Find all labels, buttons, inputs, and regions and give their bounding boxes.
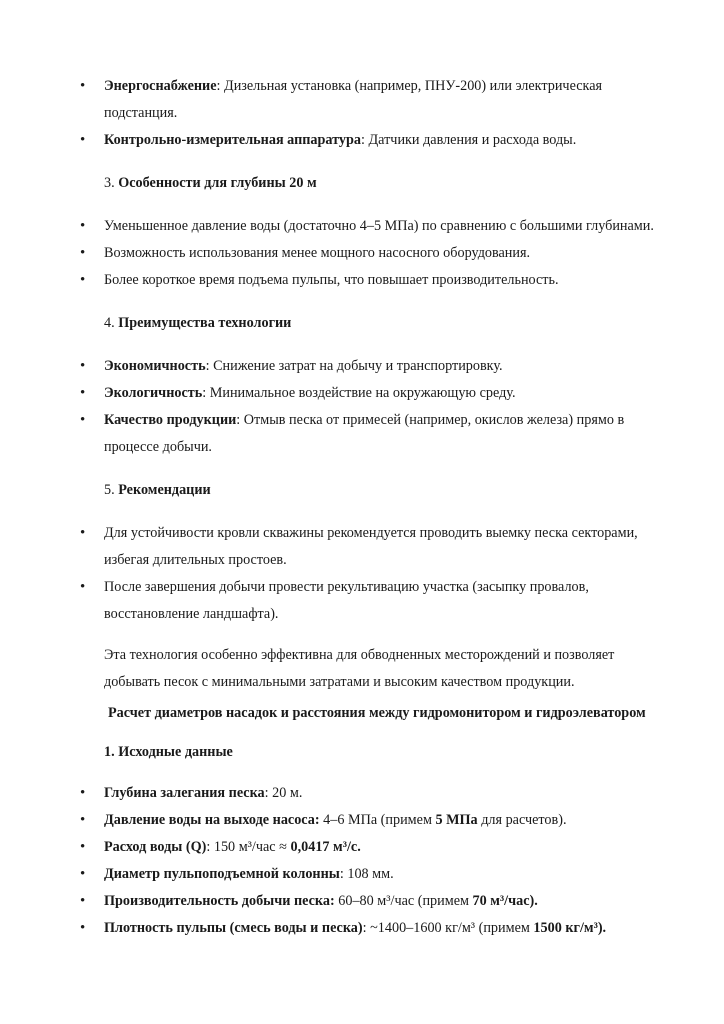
list-item: • Более короткое время подъема пульпы, что повышает производительность.	[0, 267, 724, 294]
item-text: : ~1400–1600 кг/м³ (примем	[362, 920, 534, 936]
item-term: Давление воды на выходе насоса:	[104, 812, 320, 828]
section-4-list	[0, 353, 724, 461]
item-term: Расход воды (Q)	[104, 839, 207, 855]
equipment-list	[0, 73, 724, 154]
calc-title: Расчет диаметров насадок и расстояния между гидромонитором и гидроэлеватором	[108, 705, 646, 721]
section-5-heading	[0, 477, 724, 504]
list-item	[0, 353, 724, 380]
list-item	[0, 407, 724, 461]
list-item	[0, 834, 724, 861]
list-item	[0, 380, 724, 407]
section-title: Особенности для глубины 20 м	[118, 175, 317, 191]
item-text: Минимальное воздействие на окружающую среду.	[206, 385, 516, 401]
item-text: : 20 м.	[264, 785, 303, 801]
item-term: Качество продукции	[104, 412, 237, 428]
item-sep: :	[216, 78, 221, 94]
item-text: .	[357, 839, 361, 855]
list-item	[0, 127, 724, 154]
item-term: Производительность добычи песка:	[104, 893, 335, 909]
item-term: Контрольно-измерительная аппаратура	[104, 132, 361, 148]
conclusion-paragraph: Эта технология особенно эффективна для обводненных месторождений и позволяет добывать песок с минимальными затратами и высоким качеством продукции.	[104, 647, 615, 690]
list-item	[0, 807, 724, 834]
list-item	[0, 73, 724, 127]
list-item: • Возможность использования менее мощного насосного оборудования.	[0, 240, 724, 267]
item-term: Экономичность	[104, 358, 206, 374]
item-term: Энергоснабжение	[104, 78, 217, 94]
section-3-heading	[0, 170, 724, 197]
list-item: • Для устойчивости кровли скважины рекомендуется проводить выемку песка секторами, избегая длительных простоев.	[0, 520, 724, 574]
item-text: 4–6 МПа (примем	[319, 812, 436, 828]
section-5-list	[0, 520, 724, 628]
item-text: 60–80 м³/час (примем	[334, 893, 473, 909]
list-item: • После завершения добычи провести рекультивацию участка (засыпку провалов, восстановление ландшафта).	[0, 574, 724, 628]
list-item	[0, 915, 724, 942]
section-number: 4.	[104, 315, 119, 331]
item-text: Дизельная установка (например, ПНУ-200) или электрическая подстанция.	[104, 78, 603, 121]
item-sep: :	[205, 358, 210, 374]
item-text: ).	[597, 920, 607, 936]
item-value: 1500 кг/м³	[533, 920, 598, 936]
item-text: ).	[529, 893, 538, 909]
section-4-heading	[0, 310, 724, 337]
list-item	[0, 888, 724, 915]
calc-subheading: 1. Исходные данные	[104, 744, 233, 760]
item-text: : 150 м³/час ≈	[206, 839, 291, 855]
input-data-list	[0, 780, 724, 942]
item-sep: :	[202, 385, 207, 401]
list-item	[0, 861, 724, 888]
list-item: • Уменьшенное давление воды (достаточно 4–5 МПа) по сравнению с большими глубинами.	[0, 213, 724, 240]
item-value: 0,0417 м³/с	[290, 839, 358, 855]
item-term: Экологичность	[104, 385, 203, 401]
item-sep: :	[236, 412, 241, 428]
item-value: 70 м³/час	[472, 893, 530, 909]
item-value: 5 МПа	[435, 812, 478, 828]
item-text: Отмыв песка от примесей (например, окислов железа) прямо в процессе добычи.	[104, 412, 625, 455]
item-text: : 108 мм.	[339, 866, 394, 882]
section-number: 5.	[104, 482, 119, 498]
list-item	[0, 780, 724, 807]
section-3-list	[0, 213, 724, 294]
item-text: Датчики давления и расхода воды.	[364, 132, 577, 148]
item-text: Снижение затрат на добычу и транспортировку.	[209, 358, 503, 374]
item-term: Глубина залегания песка	[104, 785, 265, 801]
item-term: Плотность пульпы (смесь воды и песка)	[104, 920, 363, 936]
item-sep: :	[361, 132, 365, 148]
section-number: 3.	[104, 175, 119, 191]
section-title: Рекомендации	[118, 482, 211, 498]
item-text: для расчетов).	[477, 812, 567, 828]
section-title: Преимущества технологии	[118, 315, 292, 331]
item-term: Диаметр пульпоподъемной колонны	[104, 866, 340, 882]
